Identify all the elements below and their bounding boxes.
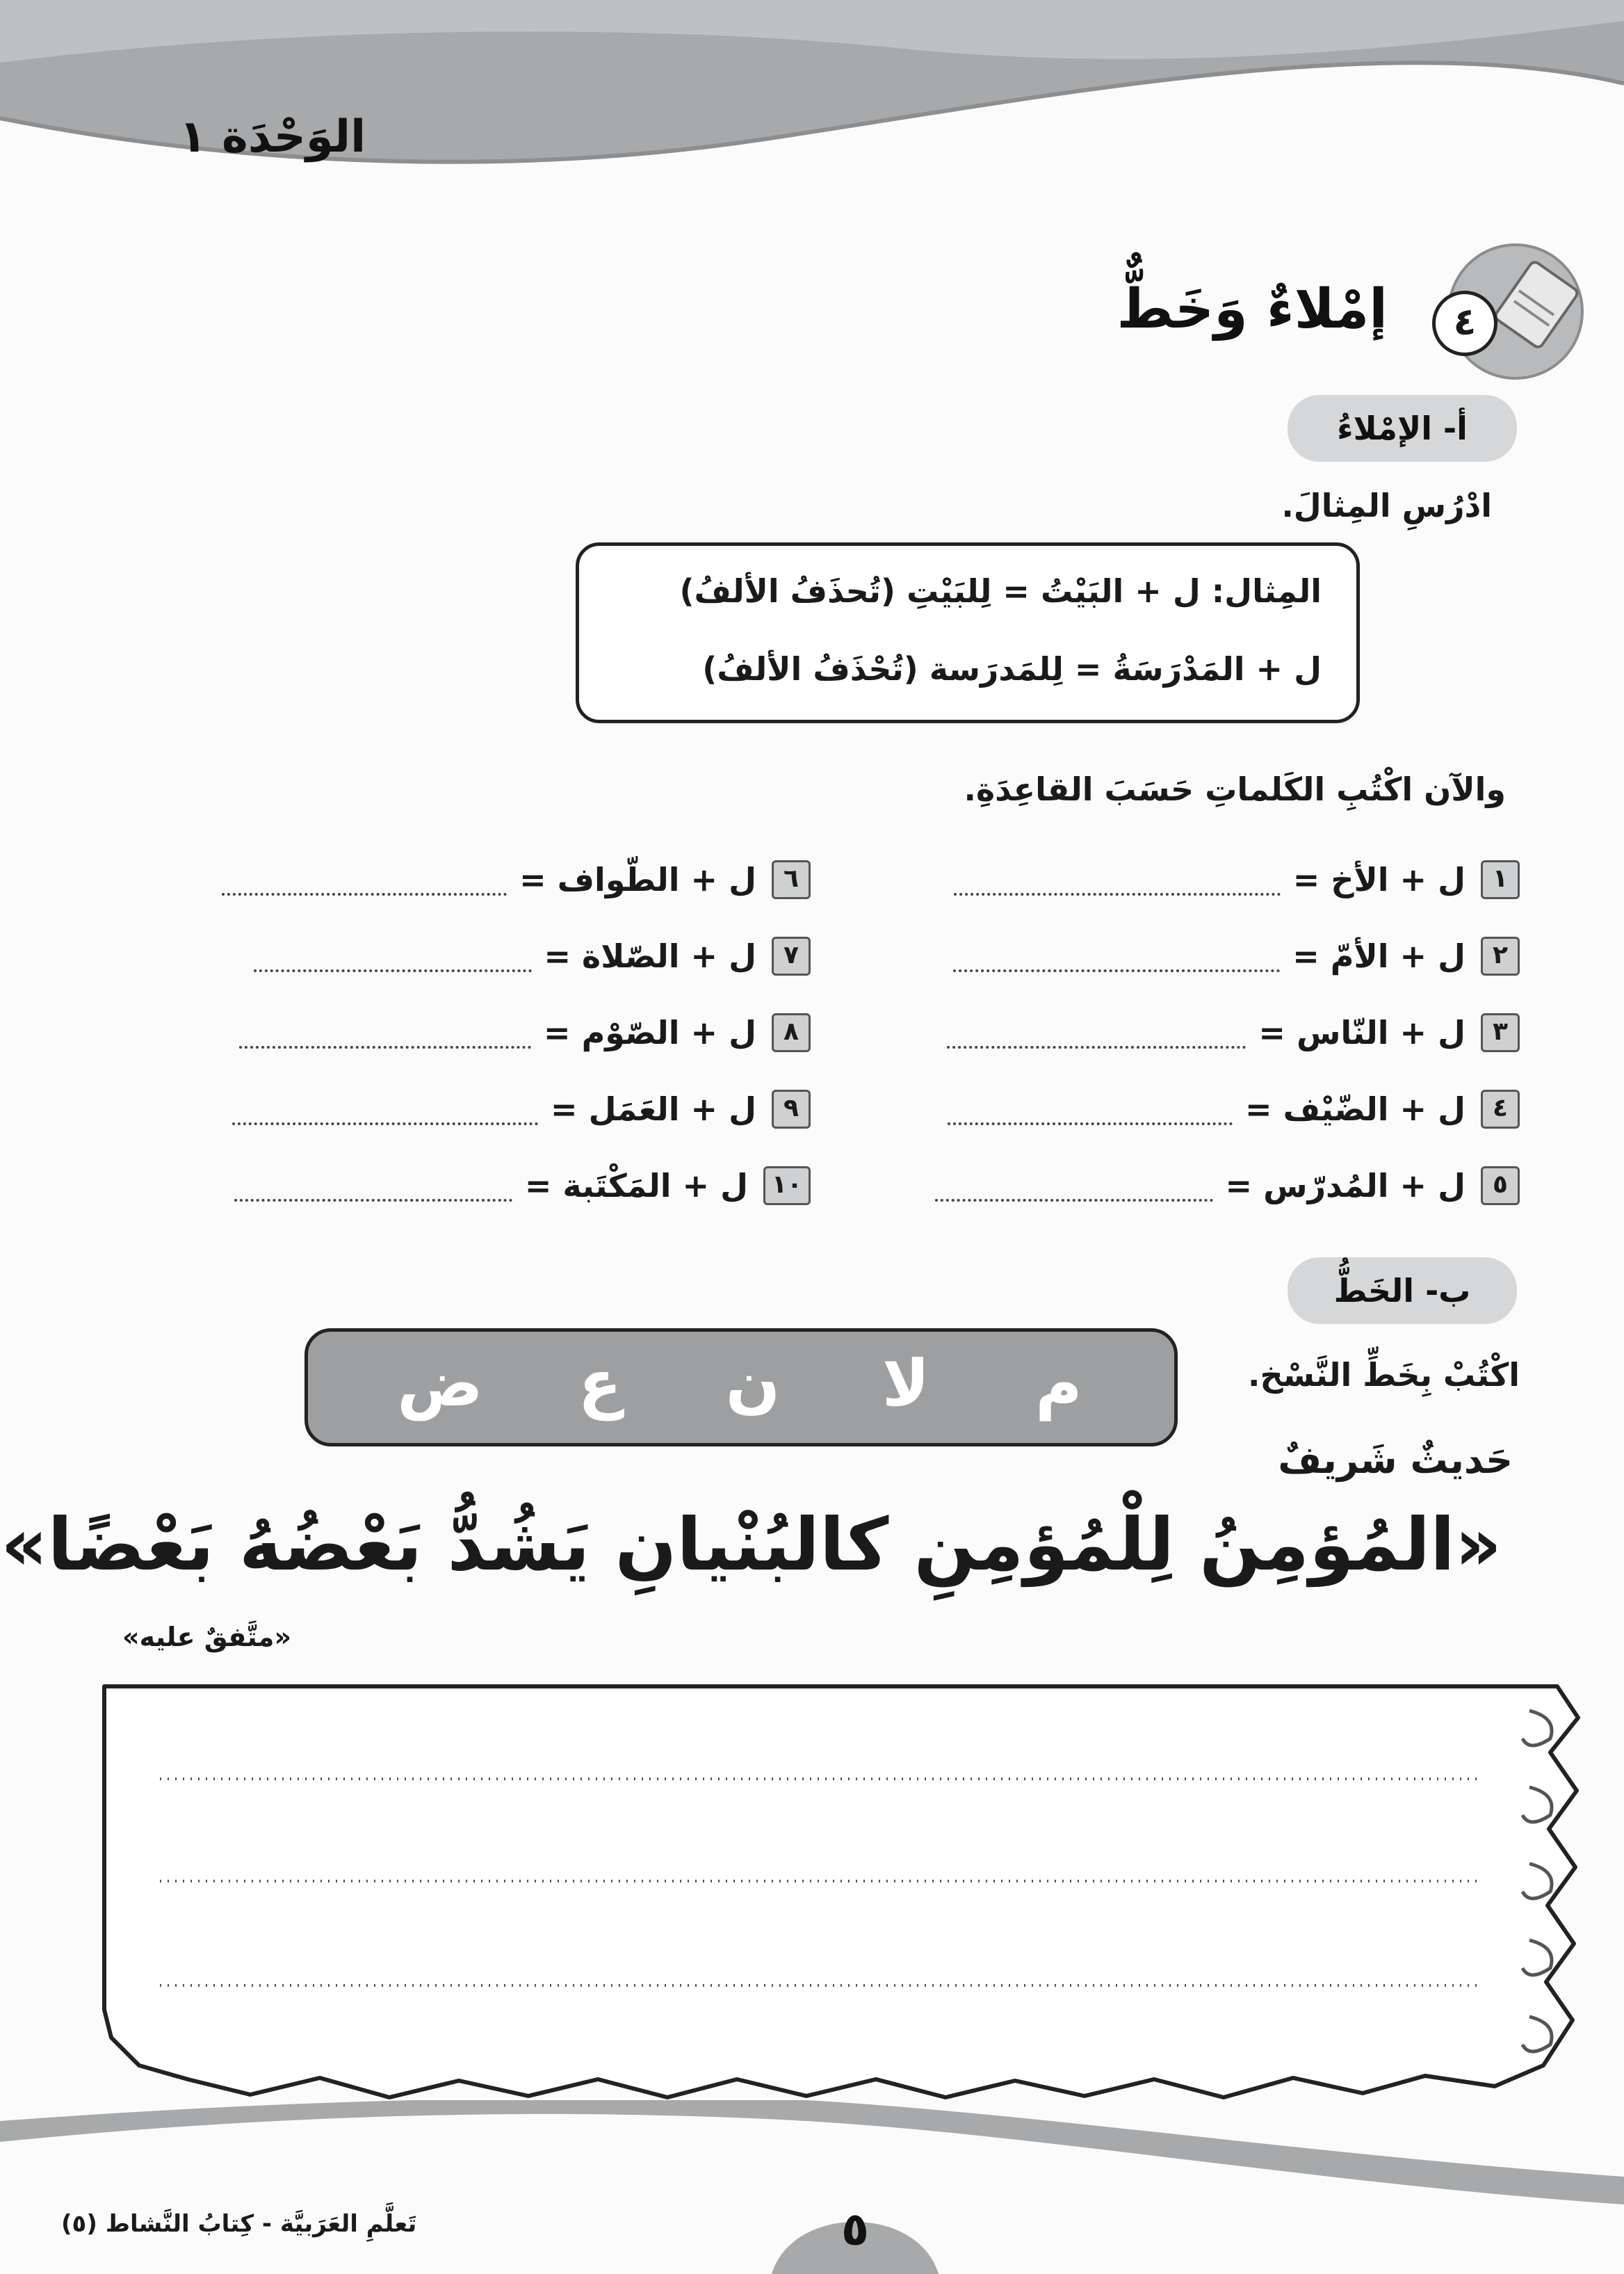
exercise-number: ١ (1481, 860, 1520, 899)
example-box (576, 542, 1360, 723)
exercise-number: ١٠ (763, 1166, 811, 1205)
exercise-number: ٢ (1481, 937, 1520, 976)
exercise-text: ل + الضّيْف = (1245, 1090, 1465, 1128)
answer-line[interactable] (239, 1028, 531, 1049)
exercise-number: ٤ (1481, 1090, 1520, 1129)
answer-line[interactable] (954, 875, 1281, 896)
khatt-label: ب- الخَطُّ (1288, 1257, 1517, 1324)
page-number: ٥ (841, 2202, 870, 2256)
section-title: إمْلاءٌ وَخَطٌّ (1116, 278, 1388, 341)
exercise-text: ل + الصّوْم = (544, 1014, 756, 1051)
exercise-text: ل + الطّواف = (519, 861, 756, 898)
answer-line[interactable] (948, 1104, 1233, 1125)
answer-line[interactable] (234, 1181, 512, 1202)
exercise-row (232, 1085, 811, 1134)
exercise-row (239, 1008, 811, 1057)
writing-paper (0, 1676, 1624, 2107)
imla-instruction: ادْرُسِ المِثالَ. (1281, 487, 1492, 524)
exercise-text: ل + الصّلاة = (544, 937, 756, 975)
answer-line[interactable] (254, 951, 532, 972)
footer-book-title: تَعلَّمِ العَرَبيَّة - كِتابُ النَّشاط (٥) (61, 2210, 417, 2238)
exercise-text: ل + الأمّ = (1292, 937, 1465, 975)
exercise-row (935, 1161, 1520, 1210)
imla-label: أ- الإمْلاءُ (1288, 395, 1517, 462)
answer-line[interactable] (232, 1104, 538, 1125)
exercise-number: ٩ (772, 1090, 811, 1129)
exercise-row (234, 1161, 811, 1210)
letter-glyph: ن (725, 1346, 781, 1421)
answer-line[interactable] (935, 1181, 1213, 1202)
exercise-number: ٥ (1481, 1166, 1520, 1205)
exercise-row (947, 1008, 1520, 1057)
exercise-text: ل + الأخ = (1292, 861, 1465, 898)
exercise-row (953, 932, 1520, 981)
letter-glyph: ع (578, 1346, 622, 1421)
letter-glyph: ض (397, 1346, 483, 1421)
example-line-2: ل + المَدْرَسَةُ = لِلمَدرَسة (تُحْذَفُ الألفُ) (702, 650, 1322, 688)
letters-panel (304, 1328, 1178, 1446)
hadith-text: «المُؤمِنُ لِلْمُؤمِنِ كالبُنْيانِ يَشُدُّ بَعْضُهُ بَعْضًا» (1, 1502, 1502, 1587)
exercise-text: ل + العَمَل = (551, 1090, 756, 1128)
hadith-label: حَديثٌ شَريفٌ (1278, 1438, 1513, 1482)
exercise-number: ٧ (772, 937, 811, 976)
exercise-text: ل + النّاس = (1258, 1014, 1465, 1051)
answer-line[interactable] (947, 1028, 1246, 1049)
exercise-number: ٦ (772, 860, 811, 899)
example-line-1: المِثال: ل + البَيْتُ = لِلبَيْتِ (تُحذَفُ الألفُ) (679, 572, 1322, 610)
unit-title: الوَحْدَة ١ (179, 111, 366, 163)
section-number: ٤ (1432, 291, 1497, 356)
exercise-row (948, 1085, 1520, 1134)
header-band (0, 0, 1624, 195)
exercise-text: ل + المُدرّس = (1225, 1167, 1465, 1204)
answer-line[interactable] (222, 875, 507, 896)
exercise-row (954, 855, 1520, 904)
khatt-instruction: اكْتُبْ بِخَطِّ النَّسْخ. (1248, 1356, 1520, 1394)
exercise-instruction: والآن اكْتُبِ الكَلماتِ حَسَبَ القاعِدَةِ. (964, 771, 1506, 808)
answer-line[interactable] (953, 951, 1280, 972)
letter-glyph: م (1035, 1346, 1082, 1421)
exercise-row (254, 932, 811, 981)
exercise-number: ٨ (772, 1013, 811, 1052)
hadith-source: «متَّفقٌ عليه» (122, 1622, 291, 1652)
exercise-number: ٣ (1481, 1013, 1520, 1052)
letter-glyph: لا (882, 1346, 930, 1421)
exercise-row (222, 855, 811, 904)
exercise-text: ل + المَكْتَبة = (524, 1167, 748, 1204)
